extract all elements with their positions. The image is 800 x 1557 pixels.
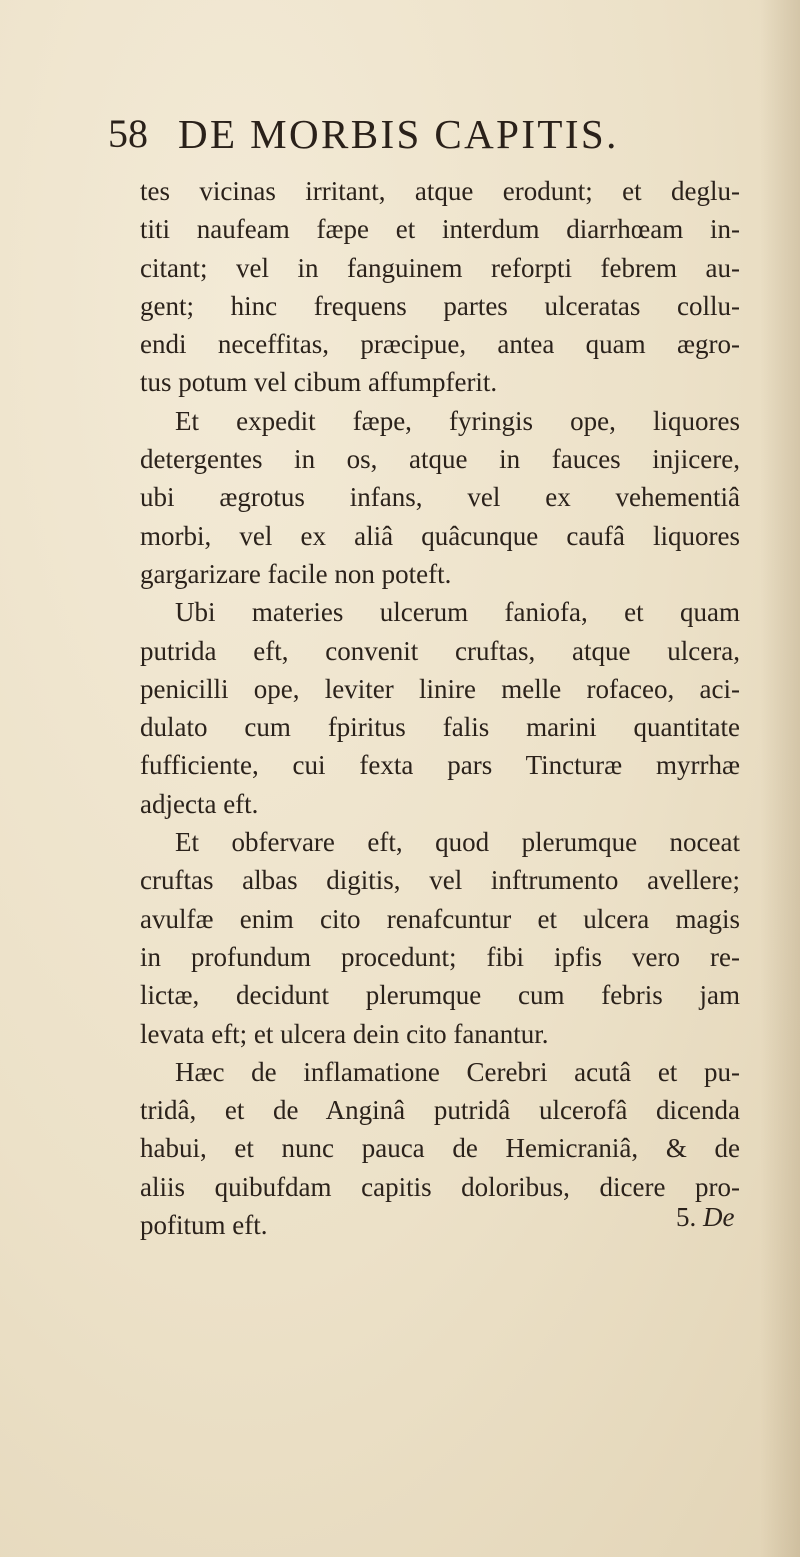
text-line: titi naufeam fæpe et interdum diarrhœam in- xyxy=(140,214,740,245)
text-line: lictæ, decidunt plerumque cum febris jam xyxy=(140,980,740,1011)
text-line: penicilli ope, leviter linire melle rofaceo, aci- xyxy=(140,673,740,704)
text-line: morbi, vel ex aliâ quâcunque caufâ liquores xyxy=(140,520,740,551)
text-line: adjecta eft. xyxy=(140,788,259,819)
text-line: in profundum procedunt; fibi ipfis vero re- xyxy=(140,941,740,972)
page-number: 58 xyxy=(108,111,148,156)
text-line: avulfæ enim cito renafcuntur et ulcera magis xyxy=(140,903,740,934)
text-line: Hæc de inflamatione Cerebri acutâ et pu- xyxy=(175,1056,740,1087)
text-line: tes vicinas irritant, atque erodunt; et deglu- xyxy=(140,176,740,206)
text-line: cruftas albas digitis, vel inftrumento avellere; xyxy=(140,865,740,896)
text-line: fufficiente, cui fexta pars Tincturæ myrrhæ xyxy=(140,750,740,781)
text-line: ubi ægrotus infans, vel ex vehementiâ xyxy=(140,482,740,513)
signature-catchword xyxy=(676,1198,734,1236)
text-line: endi neceffitas, præcipue, antea quam ægro- xyxy=(140,329,740,360)
signature-mark: 5. xyxy=(676,1202,697,1232)
text-line: habui, et nunc pauca de Hemicraniâ, & de xyxy=(140,1133,740,1164)
body-text xyxy=(140,172,740,1244)
text-line: Et obfervare eft, quod plerumque noceat xyxy=(175,827,740,858)
running-title: DE MORBIS CAPITIS. xyxy=(178,111,619,157)
text-line: gent; hinc frequens partes ulceratas collu- xyxy=(140,290,740,321)
text-line: tus potum vel cibum affumpferit. xyxy=(140,367,498,398)
text-line: citant; vel in fanguinem reforpti febrem au- xyxy=(140,252,740,283)
text-line: aliis quibufdam capitis doloribus, dicere pro- xyxy=(140,1171,740,1202)
text-line: detergentes in os, atque in fauces injicere, xyxy=(140,444,740,475)
text-line: dulato cum fpiritus falis marini quantitate xyxy=(140,712,740,743)
text-line: pofitum eft. xyxy=(140,1210,268,1241)
page-edge-shadow xyxy=(760,0,800,1557)
text-line: tridâ, et de Anginâ putridâ ulcerofâ dicenda xyxy=(140,1095,740,1126)
text-line: gargarizare facile non poteft. xyxy=(140,558,452,589)
text-line: Et expedit fæpe, fyringis ope, liquores xyxy=(175,405,740,436)
text-line: levata eft; et ulcera dein cito fanantur. xyxy=(140,1018,549,1049)
text-line: Ubi materies ulcerum faniofa, et quam xyxy=(175,597,740,628)
catchword: De xyxy=(703,1202,735,1232)
text-line: putrida eft, convenit cruftas, atque ulcera, xyxy=(140,635,740,666)
running-head xyxy=(108,104,708,164)
